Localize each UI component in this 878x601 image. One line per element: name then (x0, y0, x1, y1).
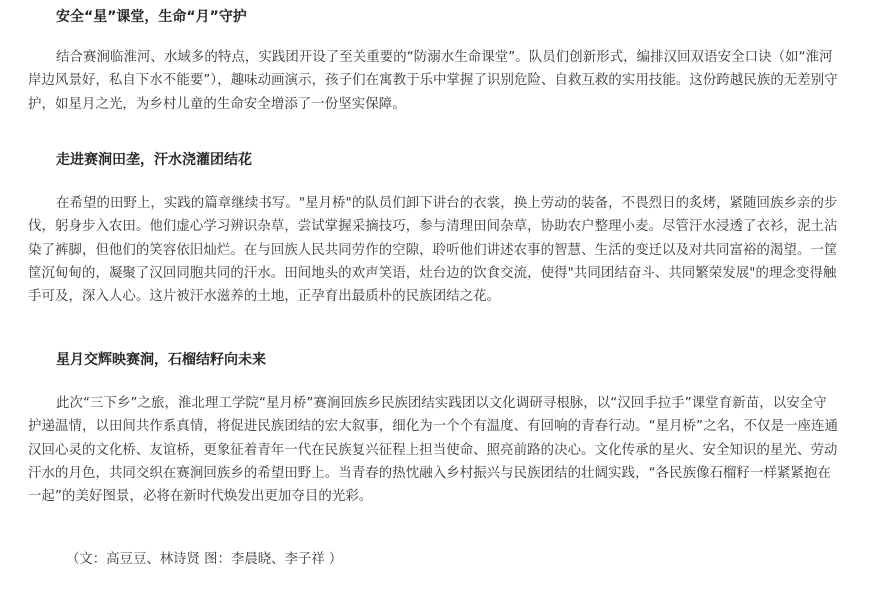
section-paragraph-safety: 结合赛涧临淮河、水域多的特点，实践团开设了至关重要的“防溺水生命课堂”。队员们创新形式，编排汉回双语安全口诀（如“淮河岸边风景好，私自下水不能要”），趣味动画演示，孩子们在寓教于乐中掌握了识别危险、自救互救的实用技能。这份跨越民族的无差别守护，如星月之光，为乡村儿童的生命安全增添了一份坚实保障。 (28, 50, 838, 112)
section-heading-future: 星月交辉映赛涧，石榴结籽向未来 (56, 352, 266, 368)
author-credit: （文：高豆豆、林诗贤 图：李晨晓、李子祥 ） (66, 552, 343, 567)
section-heading-safety: 安全“星”课堂，生命“月”守护 (56, 9, 247, 25)
section-paragraph-future: 此次“三下乡”之旅，淮北理工学院“星月桥”赛涧回族乡民族团结实践团以文化调研寻根脉，以“汉回手拉手”课堂育新苗，以安全守护递温情，以田间共作系真情，将促进民族团结的宏大叙事，细化为一个个有温度、有回响的青春行动。“星月桥”之名，不仅是一座连通汉回心灵的文化桥、友谊桥，更象征着青年一代在民族复兴征程上担当使命、照亮前路的决心。文化传承的星火、安全知识的星光、劳动汗水的月色，共同交织在赛涧回族乡的希望田野上。当青春的热忱融入乡村振兴与民族团结的壮阔实践，“各民族像石榴籽一样紧紧抱在一起”的美好图景，必将在新时代焕发出更加夺目的光彩。 (28, 396, 839, 505)
section-heading-fields: 走进赛涧田垄，汗水浇灌团结花 (56, 152, 252, 168)
section-paragraph-fields: 在希望的田野上，实践的篇章继续书写。"星月桥"的队员们卸下讲台的衣裳，换上劳动的装备，不畏烈日的炙烤，紧随回族乡亲的步伐，躬身步入农田。他们虚心学习辨识杂草，尝试掌握采摘技巧，参与清理田间杂草，协助农户整理小麦。尽管汗水浸透了衣衫，泥土沾染了裤脚，但他们的笑容依旧灿烂。在与回族人民共同劳作的空隙，聆听他们讲述农事的智慧、生活的变迁以及对共同富裕的渴望。一筐筐沉甸甸的，凝聚了汉回同胞共同的汗水。田间地头的欢声笑语，灶台边的饮食交流，使得"共同团结奋斗、共同繁荣发展"的理念变得触手可及，深入人心。这片被汗水滋养的土地，正孕育出最质朴的民族团结之花。 (28, 196, 838, 305)
